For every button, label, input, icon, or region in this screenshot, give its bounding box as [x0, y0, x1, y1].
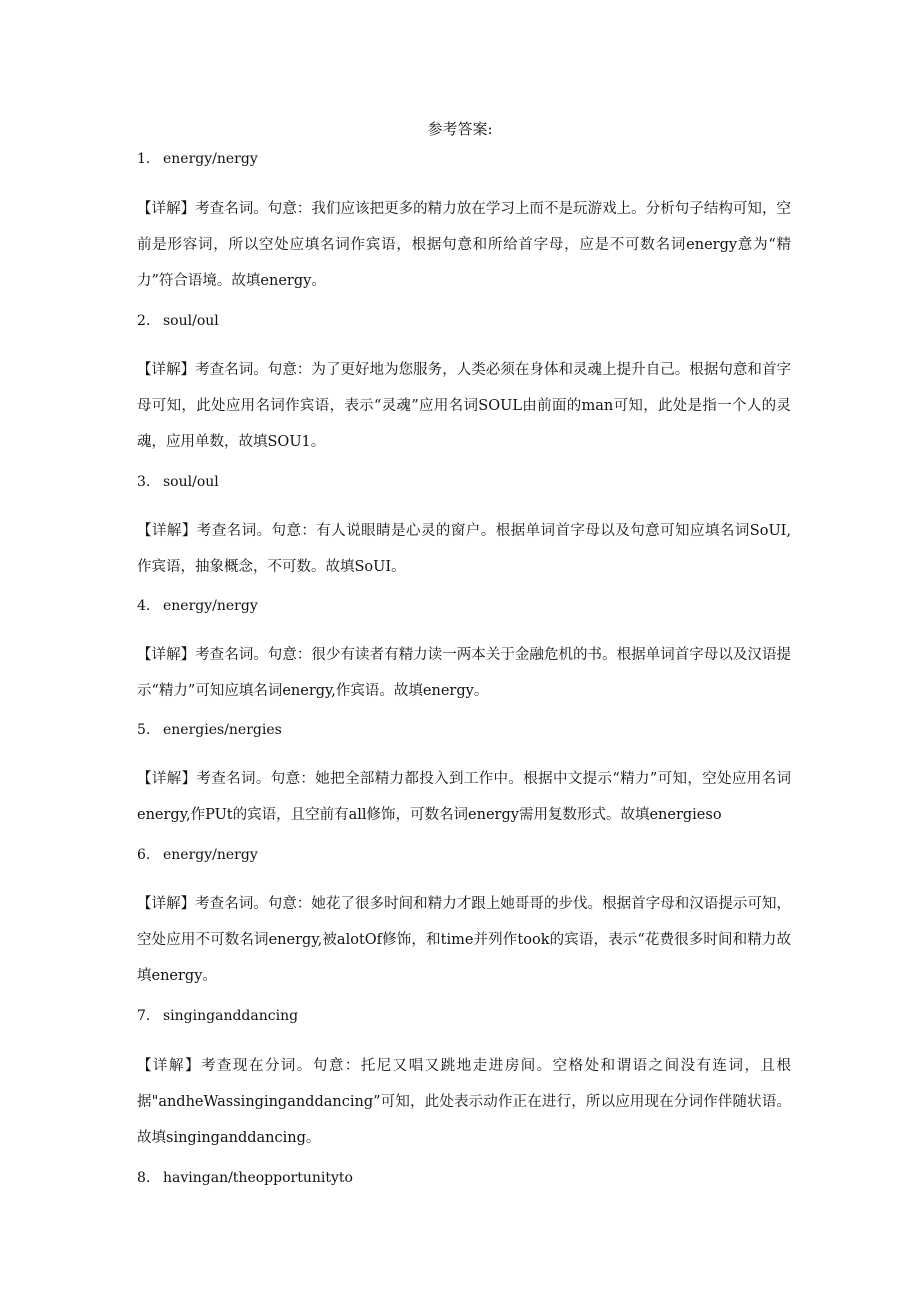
answer-line	[137, 1168, 353, 1188]
answer-text: singinganddancing	[163, 1008, 299, 1024]
item-number: 4.	[137, 598, 151, 614]
detail-paragraph: 【详解】考查名词。句意：我们应该把更多的精力放在学习上而不是玩游戏上。分析句子结构可知，空前是形容词，所以空处应填名词作宾语，根据句意和所给首字母，应是不可数名词energy意为“精力”符合语境。故填energy。	[137, 201, 791, 289]
item-number: 6.	[137, 847, 151, 863]
answer-line	[137, 1006, 298, 1026]
answer-text: energy/nergy	[163, 598, 258, 614]
detail-paragraph: 【详解】考查名词。句意：很少有读者有精力读一两本关于金融危机的书。根据单词首字母以及汉语提示“精力”可知应填名词energy,作宾语。故填energy。	[137, 647, 791, 699]
answer-line	[137, 311, 219, 331]
item-number: 8.	[137, 1170, 151, 1186]
item-number: 3.	[137, 474, 151, 490]
item-number: 2.	[137, 313, 151, 329]
detail-paragraph: 【详解】考查名词。句意：有人说眼睛是心灵的窗户。根据单词首字母以及句意可知应填名词SoUI, 作宾语，抽象概念，不可数。故填SoUI。	[137, 523, 791, 575]
answer-line	[137, 149, 258, 169]
answer-text: energy/nergy	[163, 151, 258, 167]
answer-text: energy/nergy	[163, 847, 258, 863]
page-title: 参考答案:	[427, 120, 493, 138]
item-number: 7.	[137, 1008, 151, 1024]
answer-line	[137, 720, 282, 740]
detail-paragraph: 【详解】考查名词。句意：她花了很多时间和精力才跟上她哥哥的步伐。根据首字母和汉语提示可知，空处应用不可数名词energy,被alotOf修饰，和time并列作took的宾语，表示“花费很多时间和精力故填energy。	[137, 896, 791, 984]
answer-text: havingan/theopportunityto	[163, 1170, 353, 1186]
answer-line	[137, 845, 258, 865]
answer-line	[137, 596, 258, 616]
answer-text: soul/oul	[163, 474, 219, 490]
answer-text: energies/nergies	[163, 722, 282, 738]
detail-paragraph: 【详解】考查名词。句意：她把全部精力都投入到工作中。根据中文提示“精力”可知，空处应用名词energy,作PUt的宾语，且空前有all修饰，可数名词energy需用复数形式。故填energieso	[137, 771, 791, 823]
detail-paragraph: 【详解】考查现在分词。句意：托尼又唱又跳地走进房间。空格处和谓语之间没有连词，且根据"andheWassinginganddancing”可知，此处表示动作正在进行，所以应用现在分词作伴随状语。故填singinganddancing。	[137, 1058, 791, 1146]
item-number: 1.	[137, 151, 151, 167]
answer-text: soul/oul	[163, 313, 219, 329]
item-number: 5.	[137, 722, 151, 738]
detail-paragraph: 【详解】考查名词。句意：为了更好地为您服务，人类必须在身体和灵魂上提升自己。根据句意和首字母可知，此处应用名词作宾语，表示“灵魂”应用名词SOUL由前面的man可知，此处是指一个人的灵魂，应用单数，故填SOU1。	[137, 362, 791, 450]
answer-line	[137, 472, 219, 492]
